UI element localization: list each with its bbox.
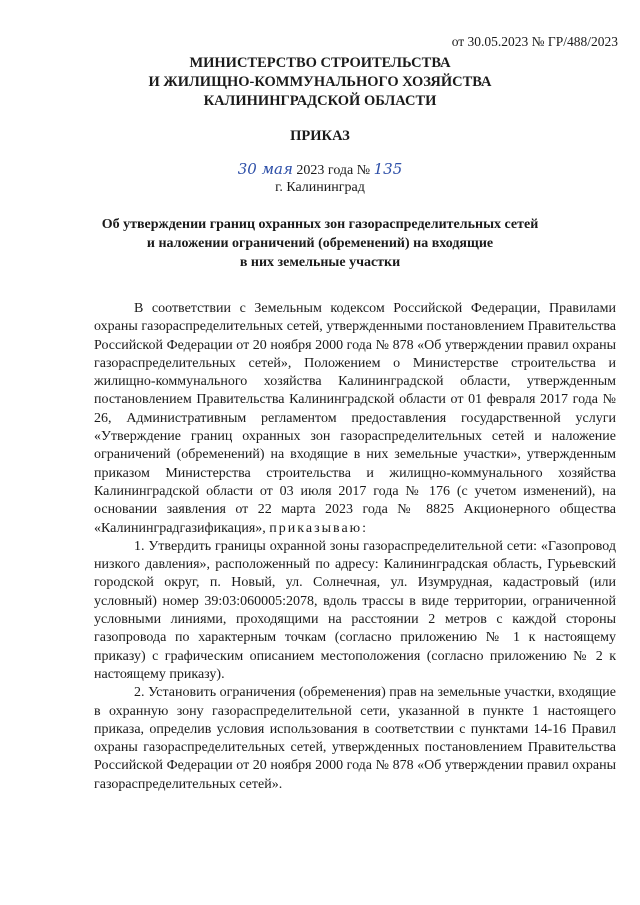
order-date-line (0, 160, 640, 179)
subject-line-1: Об утверждении границ охранных зон газораспределительных сетей (101, 217, 539, 232)
preamble-text: В соответствии с Земельным кодексом Российской Федерации, Правилами охраны газораспределительных сетей, утвержденными постановлением Правительства Российской Федерации от 20 ноября 2000 года № 878 «Об утверждении правил охраны газораспределительных сетей», Положением о Министерстве строительства и жилищно-коммунального хозяйства Калининградской области, утвержденным постановлением Правительства Калининградской области от 01 февраля 2017 года № 26, Административным регламентом предоставления государственной услуги «Утверждение границ охранных зон газораспределительных сетей и наложение ограничений (обременений) на входящие в них земельные участки», утвержденным приказом Министерства строительства и жилищно-коммунального хозяйства Калининградской области от 03 июля 2017 года № 176 (с учетом изменений), на основании заявления от 22 марта 2023 года № 8825 Акционерного общества «Калининградгазификация», (94, 301, 616, 536)
ministry-line-2: И ЖИЛИЩНО-КОММУНАЛЬНОГО ХОЗЯЙСТВА (148, 74, 492, 90)
item-1-paragraph: 1. Утвердить границы охранной зоны газораспределительной сети: «Газопровод низкого давления», расположенный по адресу: Калининградская область, Гурьевский городской округ, п. Новый, ул. Солнечная, ул. Изумрудная, кадастровый (или условный) номер 39:03:060005:2078, вдоль трассы в виде территории, ограниченной условными линиями, проходящими на расстоянии 2 метров с каждой стороны газопровода по характерным точкам (согласно приложению № 1 к настоящему приказу) с графическим описанием местоположения (согласно приложению № 2 к настоящему приказу). (94, 538, 616, 682)
subject-line-3: в них земельные участки (239, 255, 401, 270)
city-line: г. Калининград (275, 180, 365, 195)
preamble-paragraph (94, 300, 616, 538)
ministry-line-3: КАЛИНИНГРАДСКОЙ ОБЛАСТИ (203, 93, 437, 109)
handwritten-order-number: 135 (373, 160, 403, 178)
order-subject (0, 215, 640, 272)
ministry-line-1: МИНИСТЕРСТВО СТРОИТЕЛЬСТВА (189, 55, 451, 71)
ministry-header (0, 54, 640, 111)
handwritten-date: 30 мая (237, 160, 293, 178)
item-2-paragraph: 2. Установить ограничения (обременения) прав на земельные участки, входящие в охранную зону газораспределительной сети, указанной в пункте 1 настоящего приказа, определив условия использования в соответствии с пунктами 14-16 Правил охраны газораспределительных сетей, утвержденных постановлением Правительства Российской Федерации от 20 ноября 2000 года № 878 «Об утверждении правил охраны газораспределительных сетей». (94, 685, 616, 792)
subject-line-2: и наложении ограничений (обременений) на входящие (146, 236, 494, 251)
order-year: 2023 года № (296, 163, 371, 178)
order-word: приказываю: (269, 520, 369, 536)
registration-number: от 30.05.2023 № ГР/488/2023 (451, 34, 618, 49)
order-title: ПРИКАЗ (290, 128, 350, 144)
order-body (94, 300, 616, 794)
